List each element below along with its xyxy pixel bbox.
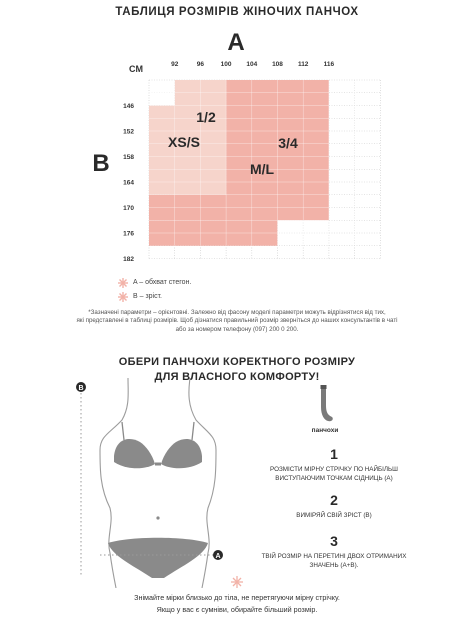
step-text: РОЗМІСТИ МІРНУ СТРІЧКУ ПО НАЙБІЛЬШ ВИСТУПАЮЧИМ ТОЧКАМ СІДНИЦЬ (A): [270, 466, 398, 482]
size-chart: [0, 0, 474, 300]
b-tick-label: 170: [123, 205, 134, 212]
legend-b-text: B – зріст.: [133, 293, 162, 300]
bra-right-cup: [161, 439, 202, 468]
section-heading-line1: ОБЕРИ ПАНЧОХИ КОРЕКТНОГО РОЗМІРУ: [118, 356, 356, 368]
a-tick-labels: [171, 61, 334, 68]
a-tick-label: 100: [220, 61, 232, 68]
a-tick-label: 112: [297, 61, 309, 68]
body-figure: [70, 378, 250, 588]
step-text: ВИМІРЯЙ СВІЙ ЗРІСТ (B): [296, 512, 372, 519]
size-label-3-4: 3/4: [278, 135, 298, 151]
a-tick-label: 108: [272, 61, 283, 68]
size-label-m-l: M/L: [249, 161, 275, 177]
b-tick-label: 146: [123, 103, 134, 110]
legend-b-icon: [118, 292, 128, 302]
marker-a-text: A: [215, 553, 221, 560]
size-label-1-2: 1/2: [196, 109, 216, 125]
b-tick-label: 176: [123, 230, 134, 238]
footer-note: Знімайте мірки близько до тіла, не перетягуючи мірну стрічку. Якщо у вас є сумніви, обирайте більший розмір.: [134, 593, 340, 614]
stockings-icon: [312, 385, 336, 423]
marker-b-text: B: [78, 385, 84, 392]
step-number: 3: [330, 533, 338, 549]
unit-label: CM: [129, 64, 143, 74]
a-tick-label: 116: [323, 61, 335, 68]
a-tick-label: 96: [196, 61, 205, 68]
b-tick-label: 158: [123, 154, 134, 161]
b-tick-labels: [123, 103, 134, 263]
legend-a-icon: [118, 278, 128, 288]
b-tick-label: 164: [123, 179, 134, 187]
step-number: 1: [330, 446, 338, 462]
product-caption: панчохи: [311, 427, 339, 434]
b-tick-label: 152: [123, 128, 134, 136]
axis-a-label: A: [227, 29, 245, 56]
underwear: [108, 538, 208, 578]
disclaimer-note: *Зазначені параметри – орієнтовні. Залежно від фасону моделі параметри можуть відрізнятися від тих, які представлені в таблиці розмірів. Щоб дізнатися правильний розмір зверніться до наших консультантів в чаті або за номером телефону (097) 200 0 200.: [76, 309, 398, 333]
snowflake-icon: [231, 576, 243, 588]
axis-b-label: B: [92, 150, 110, 177]
legend-a-text: A – обхват стегон.: [133, 279, 192, 286]
bra-left-cup: [114, 439, 155, 468]
a-tick-label: 104: [246, 61, 258, 68]
step-text: ТВІЙ РОЗМІР НА ПЕРЕТИНІ ДВОХ ОТРИМАНИХ ЗНАЧЕНЬ (A+B).: [261, 553, 407, 569]
step-number: 2: [330, 492, 338, 508]
page-title: ТАБЛИЦЯ РОЗМІРІВ ЖІНОЧИХ ПАНЧОХ: [115, 6, 359, 18]
size-label-xs-s: XS/S: [168, 134, 200, 150]
a-tick-label: 92: [171, 61, 179, 68]
b-tick-label: 182: [123, 256, 134, 263]
section-heading-line2: ДЛЯ ВЛАСНОГО КОМФОРТУ!: [154, 371, 320, 383]
region-m-l-step: [200, 195, 226, 208]
